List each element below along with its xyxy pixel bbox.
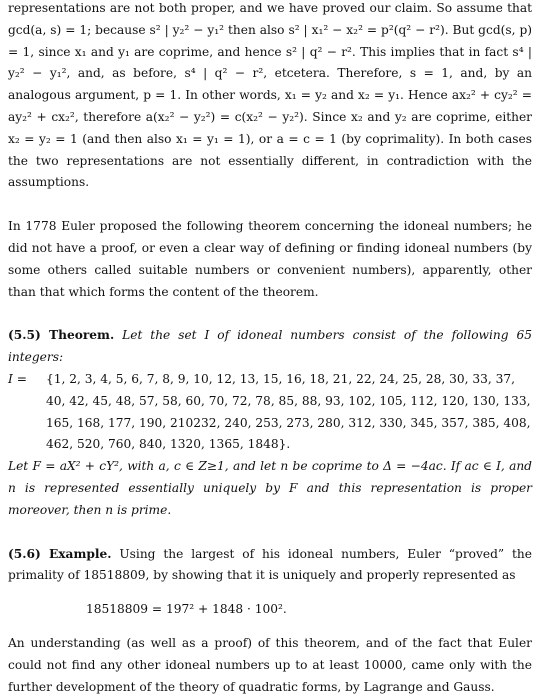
example-text: Using the largest of his idoneal numbers, Euler “proved” the primality of 18518809, by showing that it is uniquely and properly represented as xyxy=(8,546,532,583)
theorem-statement: Let F = aX² + cY², with a, c ∈ Z≥1, and let n be coprime to Δ = −4ac. If ac ∈ I, and n is represented essentially uniquely by F and this representation is proper moreover, then n is prime. xyxy=(8,459,532,517)
example-5-6 xyxy=(8,544,532,621)
paragraph-euler-1778: In 1778 Euler proposed the following theorem concerning the idoneal numbers; he did not have a proof, or even a clear way of defining or finding idoneal numbers (by some others called suitable numbers or convenient numbers), apparently, other than that which forms the content of the theorem. xyxy=(8,219,532,299)
example-formula: 18518809 = 197² + 1848 · 100². xyxy=(86,602,287,617)
set-label: I = xyxy=(8,371,27,386)
theorem-5-5 xyxy=(8,325,532,521)
theorem-heading: (5.5) Theorem. xyxy=(8,328,115,343)
set-values: {1, 2, 3, 4, 5, 6, 7, 8, 9, 10, 12, 13, 15, 16, 18, 21, 22, 24, 25, 28, 30, 33, 37, 40, 42, 45, 48, 57, 58, 60, 70, 72, 78, 85, 88, 93, 102, 105, 112, 120, 130, 133, 165, 168, 177, 190, 210232, 240, 253, 273, 280, 312, 330, 345, 357, 385, 408, 462, 520, 760, 840, 1320, 1365, 1848}. xyxy=(46,371,531,452)
theorem-intro: Let the set I of idoneal numbers consist of the following 65 integers: xyxy=(8,328,532,365)
idoneal-set xyxy=(8,369,532,456)
example-heading: (5.6) Example. xyxy=(8,546,112,561)
paragraph-lagrange-gauss: An understanding (as well as a proof) of this theorem, and of the fact that Euler could not find any other idoneal numbers up to at least 10000, came only with the further development of the theory of quadratic forms, by Lagrange and Gauss. xyxy=(8,635,532,694)
paragraph-proof-conclusion: representations are not both proper, and we have proved our claim. So assume that gcd(a, s) = 1; because s² | y₂² − y₁² then also s² | x₁² − x₂² = p²(q² − r²). But gcd(s, p) = 1, since x₁ and y₁ are coprime, and hence s² | q² − r². This implies that in fact s⁴ | y₂² − y₁², and, as before, s⁴ | q² − r², etcetera. Therefore, s = 1, and, by an analogous argument, p = 1. In other words, x₁ = y₂ and x₂ = y₁. Hence ax₂² + cy₂² = ay₂² + cx₂², therefore a(x₂² − y₂²) = c(x₂² − y₂²). Since x₂ and y₂ are coprime, either x₂ = y₂ = 1 (and then also x₁ = y₁ = 1), or a = c = 1 (by coprimality). In both cases the two representations are not essentially different, in contradiction with the assumptions. xyxy=(8,1,532,190)
